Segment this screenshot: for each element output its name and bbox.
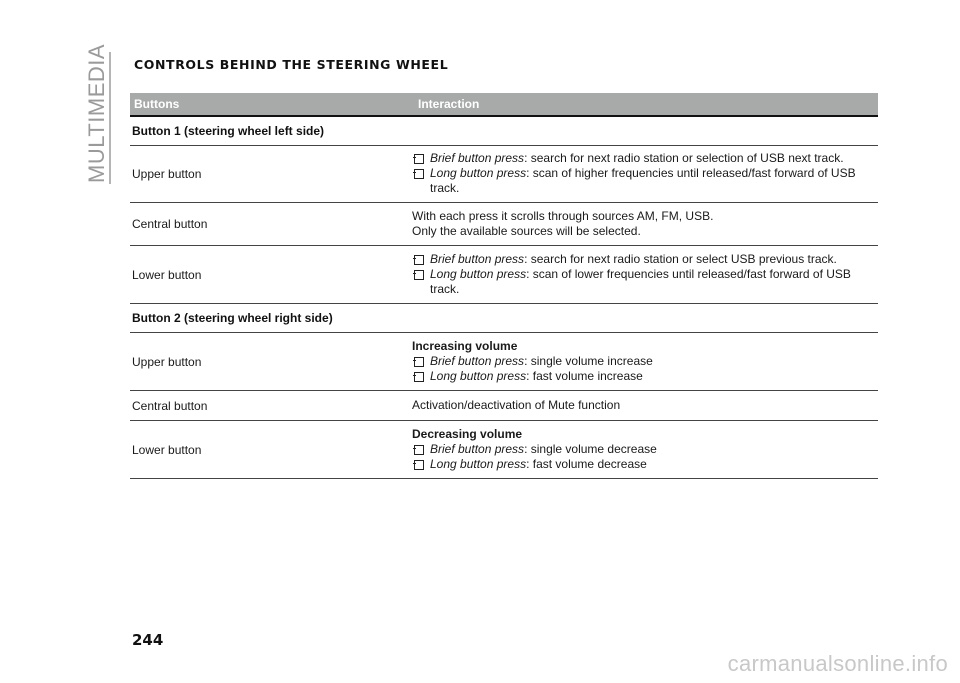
item-emphasis: Brief button press — [430, 151, 525, 165]
item-emphasis: Brief button press — [430, 252, 525, 266]
group-row — [130, 117, 878, 146]
controls-table — [130, 93, 878, 479]
button-cell: Central button — [132, 398, 208, 413]
interaction-cell — [412, 339, 878, 384]
group-title: Button 1 (steering wheel left side) — [132, 124, 325, 138]
button-cell: Central button — [132, 217, 208, 231]
item-emphasis: Brief button press — [430, 354, 525, 368]
interaction-cell — [412, 427, 878, 472]
bullet-icon — [414, 445, 424, 455]
button-cell: Lower button — [132, 267, 202, 282]
item-emphasis: Long button press — [430, 457, 527, 471]
bullet-icon — [414, 357, 424, 367]
bullet-icon — [414, 169, 424, 179]
item-text: : scan of lower frequencies until released/fast forward of USB track. — [430, 267, 851, 296]
item-text: : single volume decrease — [524, 442, 657, 456]
list-item — [412, 252, 878, 267]
button-cell: Upper button — [132, 354, 202, 369]
interaction-cell — [412, 209, 878, 239]
list-item — [412, 369, 878, 384]
section-tab — [84, 43, 110, 183]
item-emphasis: Long button press — [430, 369, 527, 383]
item-emphasis: Long button press — [430, 267, 527, 281]
interaction-cell — [412, 398, 878, 413]
item-emphasis: Brief button press — [430, 442, 525, 456]
table-row — [130, 203, 878, 246]
table-row — [130, 246, 878, 304]
section-tab-rule — [109, 52, 111, 184]
group-title: Button 2 (steering wheel right side) — [132, 311, 333, 325]
button-cell: Lower button — [132, 442, 202, 457]
interaction-cell — [412, 252, 878, 297]
item-text: : fast volume increase — [526, 369, 643, 383]
list-item — [412, 166, 878, 196]
header-interaction: Interaction — [418, 97, 480, 111]
section-tab-label: MULTIMEDIA — [84, 43, 109, 183]
line-text: With each press it scrolls through sources AM, FM, USB. — [412, 209, 714, 223]
table-header — [130, 93, 878, 117]
row-heading: Increasing volume — [412, 339, 518, 353]
watermark: carmanualsonline.info — [727, 651, 948, 676]
item-text: : fast volume decrease — [526, 457, 647, 471]
page-title: CONTROLS BEHIND THE STEERING WHEEL — [134, 57, 449, 72]
bullet-icon — [414, 270, 424, 280]
page-number: 244 — [132, 631, 164, 649]
list-item — [412, 151, 878, 166]
group-row — [130, 304, 878, 333]
line-text: Only the available sources will be selected. — [412, 224, 641, 238]
item-text: : single volume increase — [524, 354, 653, 368]
bullet-icon — [414, 255, 424, 265]
item-text: : scan of higher frequencies until released/fast forward of USB track. — [430, 166, 856, 195]
header-buttons: Buttons — [134, 97, 180, 111]
line-text: Activation/deactivation of Mute function — [412, 398, 621, 412]
list-item — [412, 442, 878, 457]
table-row — [130, 421, 878, 479]
bullet-icon — [414, 372, 424, 382]
list-item — [412, 267, 878, 297]
interaction-cell — [412, 151, 878, 196]
bullet-icon — [414, 460, 424, 470]
list-item — [412, 354, 878, 369]
table-row — [130, 391, 878, 421]
list-item — [412, 457, 878, 472]
table-row — [130, 146, 878, 203]
item-text: : search for next radio station or selection of USB next track. — [524, 151, 844, 165]
row-heading: Decreasing volume — [412, 427, 523, 441]
button-cell: Upper button — [132, 166, 202, 181]
table-row — [130, 333, 878, 391]
item-emphasis: Long button press — [430, 166, 527, 180]
item-text: : search for next radio station or select USB previous track. — [524, 252, 837, 266]
bullet-icon — [414, 154, 424, 164]
